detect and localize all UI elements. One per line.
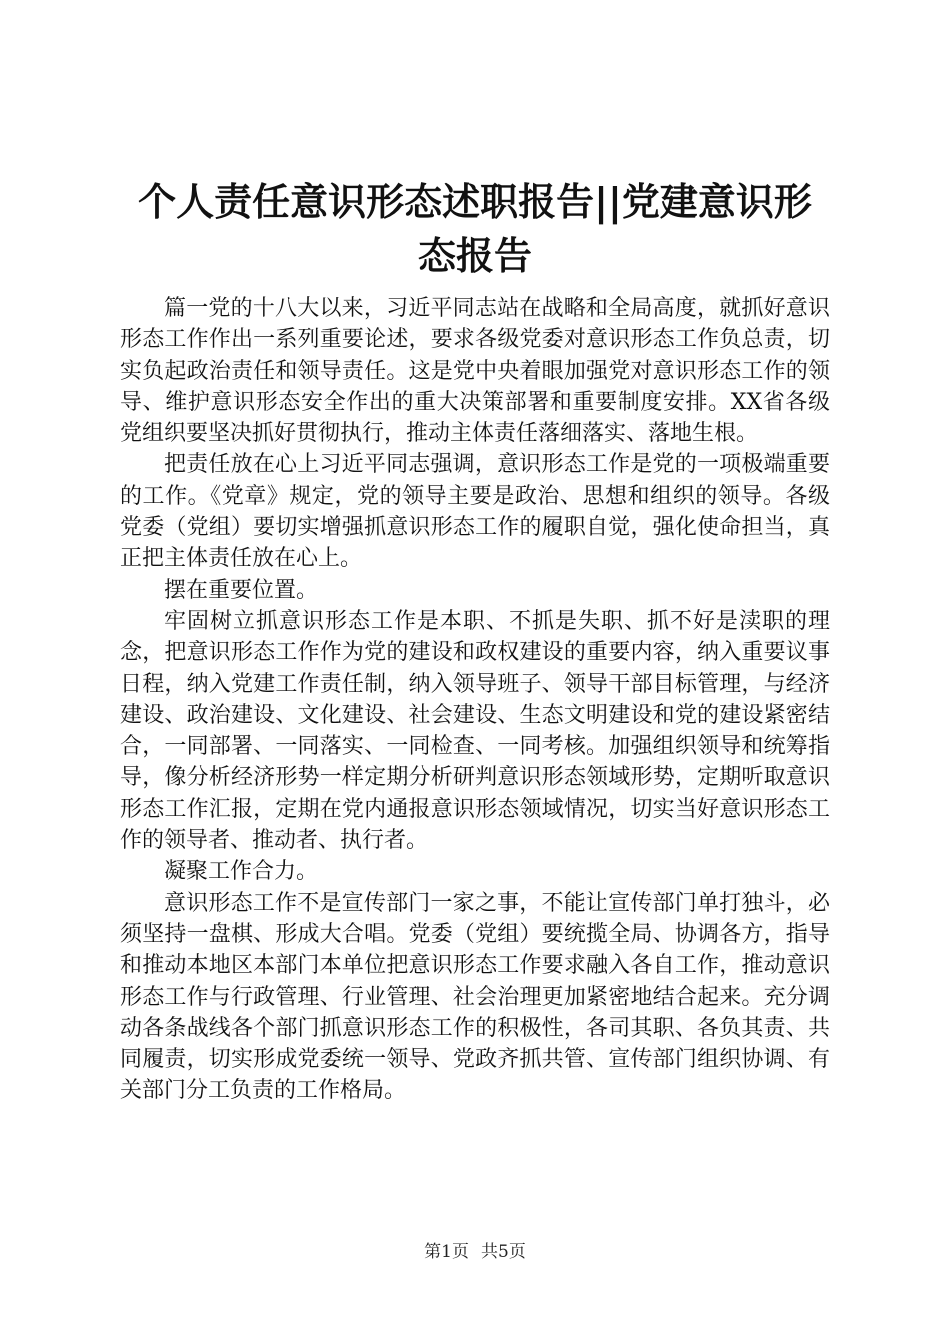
document-body	[120, 293, 830, 1107]
page-footer	[0, 1240, 950, 1264]
document-title: 个人责任意识形态述职报告||党建意识形态报告	[138, 180, 812, 278]
page-number: 第1页	[424, 1242, 469, 1262]
paragraph-5: 凝聚工作合力。	[164, 859, 319, 885]
paragraph-4: 牢固树立抓意识形态工作是本职、不抓是失职、抓不好是渎职的理念，把意识形态工作作为党的建设和政权建设的重要内容，纳入重要议事日程，纳入党建工作责任制，纳入领导班子、领导干部目标管理，与经济建设、政治建设、文化建设、社会建设、生态文明建设和党的建设紧密结合，一同部署、一同落实、一同检查、一同考核。加强组织领导和统筹指导，像分析经济形势一样定期分析研判意识形态领域形势，定期听取意识形态工作汇报，定期在党内通报意识形态领域情况，切实当好意识形态工作的领导者、推动者、执行者。	[120, 608, 830, 854]
paragraph-6: 意识形态工作不是宣传部门一家之事，不能让宣传部门单打独斗，必须坚持一盘棋、形成大合唱。党委（党组）要统揽全局、协调各方，指导和推动本地区本部门本单位把意识形态工作要求融入各自工作，推动意识形态工作与行政管理、行业管理、社会治理更加紧密地结合起来。充分调动各条战线各个部门抓意识形态工作的积极性，各司其职、各负其责、共同履责，切实形成党委统一领导、党政齐抓共管、宣传部门组织协调、有关部门分工负责的工作格局。	[120, 890, 830, 1104]
paragraph-2: 把责任放在心上习近平同志强调，意识形态工作是党的一项极端重要的工作。《党章》规定，党的领导主要是政治、思想和组织的领导。各级党委（党组）要切实增强抓意识形态工作的履职自觉，强化使命担当，真正把主体责任放在心上。	[120, 452, 830, 572]
paragraph-1: 篇一党的十八大以来，习近平同志站在战略和全局高度，就抓好意识形态工作作出一系列重要论述，要求各级党委对意识形态工作负总责，切实负起政治责任和领导责任。这是党中央着眼加强党对意识形态工作的领导、维护意识形态安全作出的重大决策部署和重要制度安排。XX省各级党组织要坚决抓好贯彻执行，推动主体责任落细落实、落地生根。	[120, 296, 830, 447]
page-total: 共5页	[481, 1242, 526, 1262]
paragraph-3: 摆在重要位置。	[164, 577, 319, 603]
